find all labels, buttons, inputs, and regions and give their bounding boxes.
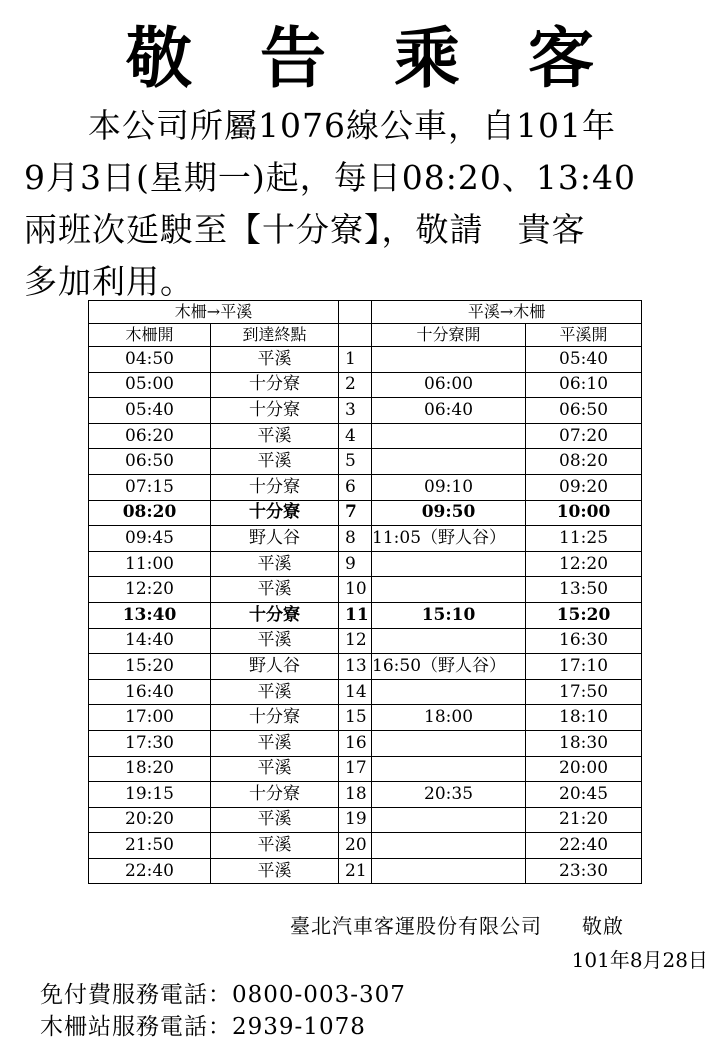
- cell-depart-pingxi: 20:00: [526, 756, 642, 782]
- table-row: [89, 474, 642, 500]
- muzha-station-phone: 木柵站服務電話：2939-1078: [40, 1014, 366, 1040]
- cell-terminal: 平溪: [211, 551, 339, 577]
- cell-depart-muzha: 17:00: [89, 705, 211, 731]
- no-header-blank: [339, 301, 372, 324]
- cell-terminal: 十分寮: [211, 398, 339, 424]
- title-char: 敬: [126, 19, 192, 97]
- table-row: [89, 833, 642, 859]
- cell-terminal: 野人谷: [211, 526, 339, 552]
- table-row: [89, 730, 642, 756]
- cell-depart-muzha: 06:50: [89, 449, 211, 475]
- cell-terminal: 平溪: [211, 756, 339, 782]
- cell-no: 18: [339, 782, 372, 808]
- col-depart-muzha: 木柵開: [89, 324, 211, 347]
- cell-no: 3: [339, 398, 372, 424]
- table-row: [89, 756, 642, 782]
- table-row: [89, 347, 642, 373]
- col-depart-pingxi: 平溪開: [526, 324, 642, 347]
- cell-no: 6: [339, 474, 372, 500]
- cell-depart-muzha: 17:30: [89, 730, 211, 756]
- col-no: [339, 324, 372, 347]
- cell-no: 10: [339, 577, 372, 603]
- cell-depart-muzha: 06:20: [89, 423, 211, 449]
- notice-line: 兩班次延駛至【十分寮】，敬請 貴客: [24, 210, 586, 249]
- cell-depart-pingxi: 13:50: [526, 577, 642, 603]
- cell-depart-pingxi: 15:20: [526, 602, 642, 628]
- cell-terminal: 平溪: [211, 577, 339, 603]
- company-name: 臺北汽車客運股份有限公司: [290, 914, 542, 938]
- cell-terminal: 平溪: [211, 858, 339, 884]
- cell-no: 20: [339, 833, 372, 859]
- outbound-group-label: 木柵→平溪: [89, 301, 339, 324]
- cell-depart-shifenliao: [372, 423, 526, 449]
- cell-no: 11: [339, 602, 372, 628]
- cell-depart-muzha: 05:00: [89, 372, 211, 398]
- cell-depart-pingxi: 20:45: [526, 782, 642, 808]
- table-column-header: [89, 324, 642, 347]
- cell-depart-pingxi: 07:20: [526, 423, 642, 449]
- cell-depart-pingxi: 16:30: [526, 628, 642, 654]
- cell-depart-pingxi: 05:40: [526, 347, 642, 373]
- cell-terminal: 平溪: [211, 347, 339, 373]
- cell-depart-muzha: 08:20: [89, 500, 211, 526]
- cell-no: 13: [339, 654, 372, 680]
- cell-no: 7: [339, 500, 372, 526]
- cell-terminal: 平溪: [211, 730, 339, 756]
- cell-no: 2: [339, 372, 372, 398]
- cell-depart-pingxi: 21:20: [526, 807, 642, 833]
- table-row: [89, 679, 642, 705]
- cell-depart-pingxi: 18:30: [526, 730, 642, 756]
- cell-no: 14: [339, 679, 372, 705]
- cell-depart-muzha: 14:40: [89, 628, 211, 654]
- cell-depart-muzha: 11:00: [89, 551, 211, 577]
- table-row: [89, 807, 642, 833]
- cell-depart-pingxi: 11:25: [526, 526, 642, 552]
- cell-depart-shifenliao: [372, 858, 526, 884]
- cell-no: 15: [339, 705, 372, 731]
- cell-terminal: 平溪: [211, 628, 339, 654]
- cell-terminal: 平溪: [211, 807, 339, 833]
- cell-terminal: 十分寮: [211, 705, 339, 731]
- title-char: 乘: [394, 19, 460, 97]
- closing: 敬啟: [582, 914, 624, 938]
- cell-no: 17: [339, 756, 372, 782]
- cell-depart-pingxi: 18:10: [526, 705, 642, 731]
- table-row: [89, 526, 642, 552]
- table-row: [89, 782, 642, 808]
- col-depart-shifenliao: 十分寮開: [372, 324, 526, 347]
- table-row: [89, 705, 642, 731]
- cell-depart-pingxi: 06:10: [526, 372, 642, 398]
- table-row: [89, 858, 642, 884]
- cell-depart-shifenliao: 09:10: [372, 474, 526, 500]
- cell-depart-shifenliao: 15:10: [372, 602, 526, 628]
- table-row: [89, 654, 642, 680]
- cell-depart-shifenliao: [372, 807, 526, 833]
- cell-depart-muzha: 21:50: [89, 833, 211, 859]
- table-group-header: [89, 301, 642, 324]
- cell-depart-muzha: 04:50: [89, 347, 211, 373]
- cell-depart-muzha: 20:20: [89, 807, 211, 833]
- title-char: 告: [260, 19, 326, 97]
- cell-no: 9: [339, 551, 372, 577]
- cell-depart-shifenliao: 20:35: [372, 782, 526, 808]
- cell-depart-shifenliao: [372, 833, 526, 859]
- cell-terminal: 平溪: [211, 423, 339, 449]
- notice-line: 多加利用。: [24, 262, 194, 301]
- cell-no: 19: [339, 807, 372, 833]
- cell-terminal: 平溪: [211, 449, 339, 475]
- schedule-table: [88, 300, 642, 884]
- cell-no: 8: [339, 526, 372, 552]
- cell-terminal: 平溪: [211, 833, 339, 859]
- notice-line: 9月3日(星期一)起，每日08:20、13:40: [24, 158, 636, 197]
- cell-depart-pingxi: 06:50: [526, 398, 642, 424]
- cell-depart-shifenliao: 11:05（野人谷）: [372, 526, 526, 552]
- cell-depart-pingxi: 23:30: [526, 858, 642, 884]
- table-row: [89, 602, 642, 628]
- cell-depart-shifenliao: [372, 577, 526, 603]
- cell-terminal: 十分寮: [211, 602, 339, 628]
- cell-terminal: 十分寮: [211, 782, 339, 808]
- table-row: [89, 628, 642, 654]
- cell-terminal: 野人谷: [211, 654, 339, 680]
- table-row: [89, 398, 642, 424]
- cell-depart-pingxi: 17:10: [526, 654, 642, 680]
- cell-depart-shifenliao: [372, 551, 526, 577]
- cell-depart-shifenliao: [372, 730, 526, 756]
- cell-depart-muzha: 18:20: [89, 756, 211, 782]
- signature: [290, 910, 624, 939]
- cell-depart-pingxi: 17:50: [526, 679, 642, 705]
- table-row: [89, 500, 642, 526]
- cell-depart-muzha: 15:20: [89, 654, 211, 680]
- cell-depart-shifenliao: 06:40: [372, 398, 526, 424]
- cell-depart-muzha: 16:40: [89, 679, 211, 705]
- notice-line: 本公司所屬1076線公車，自101年: [88, 106, 616, 145]
- table-row: [89, 423, 642, 449]
- cell-no: 16: [339, 730, 372, 756]
- cell-depart-muzha: 12:20: [89, 577, 211, 603]
- cell-no: 1: [339, 347, 372, 373]
- cell-no: 5: [339, 449, 372, 475]
- cell-terminal: 十分寮: [211, 474, 339, 500]
- cell-depart-shifenliao: [372, 347, 526, 373]
- notice-title: [0, 18, 720, 98]
- cell-depart-shifenliao: 06:00: [372, 372, 526, 398]
- cell-terminal: 十分寮: [211, 500, 339, 526]
- title-char: 客: [528, 19, 594, 97]
- table-row: [89, 551, 642, 577]
- cell-depart-shifenliao: 16:50（野人谷）: [372, 654, 526, 680]
- cell-depart-muzha: 07:15: [89, 474, 211, 500]
- cell-depart-muzha: 13:40: [89, 602, 211, 628]
- cell-no: 12: [339, 628, 372, 654]
- cell-depart-pingxi: 09:20: [526, 474, 642, 500]
- cell-terminal: 平溪: [211, 679, 339, 705]
- cell-depart-muzha: 19:15: [89, 782, 211, 808]
- notice-body: [24, 100, 714, 308]
- notice-date: 101年8月28日: [571, 948, 708, 972]
- cell-depart-shifenliao: 09:50: [372, 500, 526, 526]
- return-group-label: 平溪→木柵: [372, 301, 642, 324]
- cell-depart-shifenliao: [372, 679, 526, 705]
- table-row: [89, 372, 642, 398]
- cell-depart-pingxi: 08:20: [526, 449, 642, 475]
- toll-free-phone: 免付費服務電話：0800-003-307: [40, 982, 406, 1008]
- cell-depart-muzha: 05:40: [89, 398, 211, 424]
- cell-depart-pingxi: 12:20: [526, 551, 642, 577]
- col-terminal: 到達終點: [211, 324, 339, 347]
- cell-depart-pingxi: 22:40: [526, 833, 642, 859]
- cell-depart-muzha: 09:45: [89, 526, 211, 552]
- cell-depart-shifenliao: [372, 628, 526, 654]
- cell-terminal: 十分寮: [211, 372, 339, 398]
- cell-depart-muzha: 22:40: [89, 858, 211, 884]
- cell-depart-shifenliao: [372, 756, 526, 782]
- cell-depart-shifenliao: 18:00: [372, 705, 526, 731]
- table-row: [89, 577, 642, 603]
- cell-no: 21: [339, 858, 372, 884]
- cell-depart-shifenliao: [372, 449, 526, 475]
- cell-depart-pingxi: 10:00: [526, 500, 642, 526]
- table-row: [89, 449, 642, 475]
- cell-no: 4: [339, 423, 372, 449]
